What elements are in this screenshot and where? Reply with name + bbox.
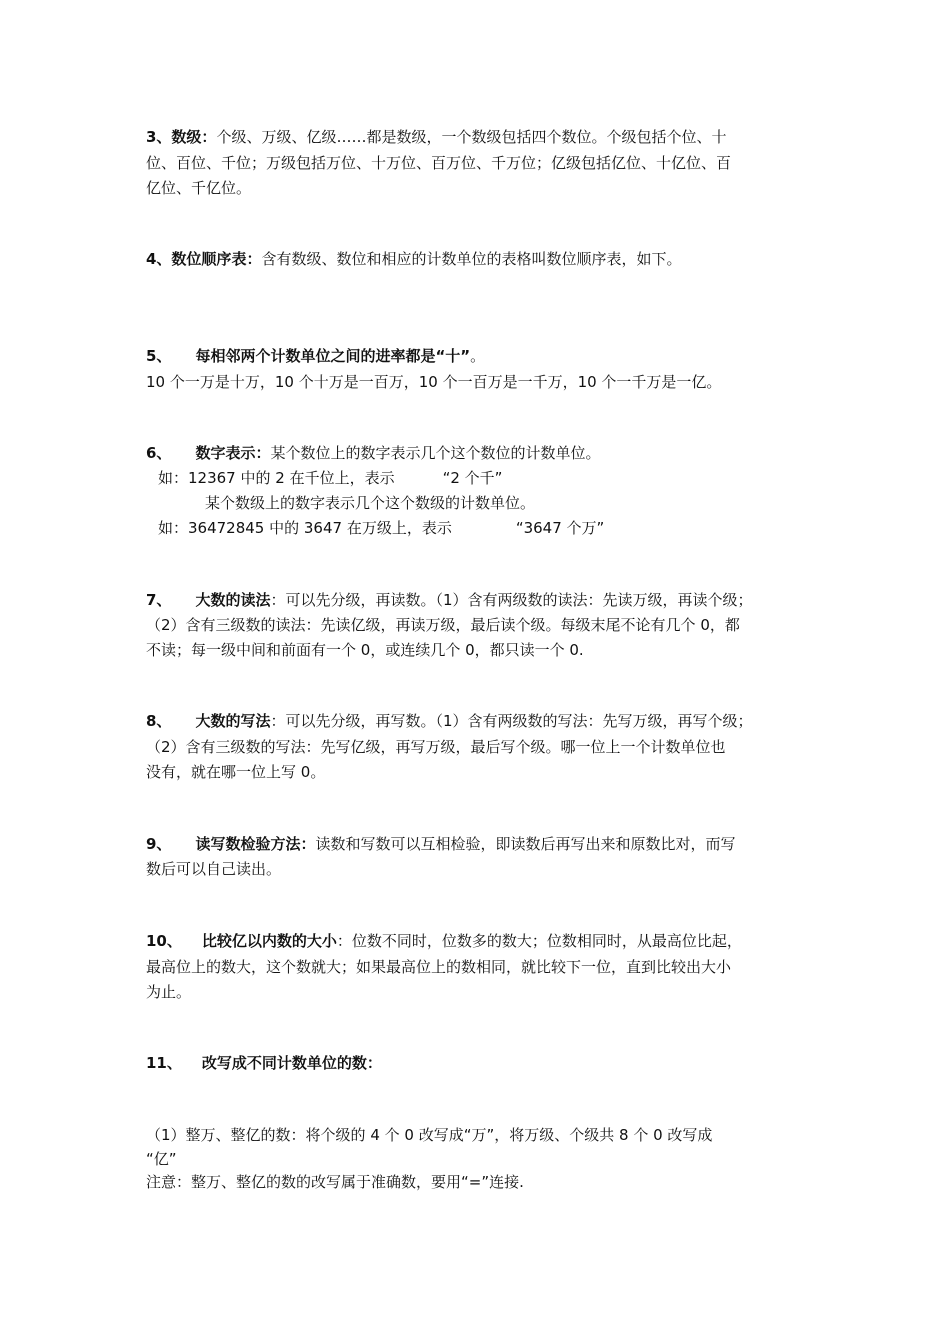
section-10-title: 比较亿以内数的大小 <box>201 932 337 950</box>
section-3-line-3: 亿位、千亿位。 <box>146 179 252 197</box>
section-8-line-1 <box>146 711 753 731</box>
section-6-example-1-meaning: “2 个千” <box>442 469 503 487</box>
section-8-number: 8、 <box>146 712 172 730</box>
section-8-title: 大数的写法 <box>195 712 271 730</box>
section-7-text: ：可以先分级，再读数。（1）含有两级数的读法：先读万级，再读个级； <box>270 591 753 609</box>
section-5-number: 5、 <box>146 347 172 365</box>
section-8-line-2: （2）含有三级数的写法：先写亿级，再写万级，最后写个级。哪一位上一个计数单位也 <box>146 738 726 756</box>
section-9-number: 9、 <box>146 835 172 853</box>
section-7-line-3: 不读；每一级中间和前面有一个 0，或连续几个 0，都只读一个 0. <box>146 641 584 659</box>
section-6-line-3: 某个数级上的数字表示几个这个数级的计数单位。 <box>205 494 536 512</box>
section-10-line-3: 为止。 <box>146 983 192 1001</box>
section-6-title: 数字表示： <box>195 444 271 462</box>
part-1-line-2: “亿” <box>146 1150 177 1168</box>
section-8-text: ：可以先分级，再写数。（1）含有两级数的写法：先写万级，再写个级； <box>270 712 753 730</box>
section-9-line-2: 数后可以自己读出。 <box>146 860 282 878</box>
section-11-number: 11、 <box>146 1054 182 1072</box>
section-6-example-1-text: 如：12367 中的 2 在千位上，表示 <box>158 469 395 487</box>
section-4-text: 含有数级、数位和相应的计数单位的表格叫数位顺序表，如下。 <box>261 250 682 268</box>
section-10-line-1 <box>146 931 742 951</box>
section-6-example-2-meaning: “3647 个万” <box>515 519 605 537</box>
section-7-line-2: （2）含有三级数的读法：先读亿级，再读万级，最后读个级。每级末尾不论有几个 0，都 <box>146 616 740 634</box>
section-10-line-2: 最高位上的数大，这个数就大；如果最高位上的数相同，就比较下一位，直到比较出大小 <box>146 958 732 976</box>
section-6-example-1 <box>158 468 502 488</box>
section-7-number: 7、 <box>146 591 172 609</box>
section-3-line-1 <box>146 127 726 147</box>
section-10-number: 10、 <box>146 932 182 950</box>
section-5-tail: 。 <box>470 347 486 365</box>
note-line: 注意：整万、整亿的数的改写属于准确数，要用“=”连接. <box>146 1173 524 1191</box>
section-5-line-1 <box>146 346 485 366</box>
section-11-title: 改写成不同计数单位的数： <box>201 1054 382 1072</box>
section-3-title: 3、数级： <box>146 128 217 146</box>
section-4-title: 4、数位顺序表： <box>146 250 262 268</box>
section-9-title: 读写数检验方法： <box>195 835 316 853</box>
section-7-title: 大数的读法 <box>195 591 271 609</box>
section-6-number: 6、 <box>146 444 172 462</box>
section-8-line-3: 没有，就在哪一位上写 0。 <box>146 763 326 781</box>
section-3-line-2: 位、百位、千位；万级包括万位、十万位、百万位、千万位；亿级包括亿位、十亿位、百 <box>146 154 732 172</box>
section-3-text: 个级、万级、亿级……都是数级，一个数级包括四个数位。个级包括个位、十 <box>216 128 727 146</box>
section-9-text: 读数和写数可以互相检验，即读数后再写出来和原数比对，而写 <box>315 835 736 853</box>
section-5-title: 每相邻两个计数单位之间的进率都是“十” <box>195 347 471 365</box>
section-10-text: ：位数不同时，位数多的数大；位数相同时，从最高位比起， <box>336 932 742 950</box>
section-4-line <box>146 249 681 269</box>
section-6-line-1 <box>146 443 600 463</box>
section-6-text: 某个数位上的数字表示几个这个数位的计数单位。 <box>270 444 601 462</box>
section-9-line-1 <box>146 834 735 854</box>
section-6-example-2 <box>158 518 604 538</box>
section-6-example-2-text: 如：36472845 中的 3647 在万级上，表示 <box>158 519 452 537</box>
part-1-line-1: （1）整万、整亿的数：将个级的 4 个 0 改写成“万”，将万级、个级共 8 个 0 改写成 <box>146 1126 713 1144</box>
section-11-line <box>146 1053 382 1073</box>
section-5-line-2: 10 个一万是十万，10 个十万是一百万，10 个一百万是一千万，10 个一千万是一亿。 <box>146 373 722 391</box>
section-7-line-1 <box>146 590 753 610</box>
